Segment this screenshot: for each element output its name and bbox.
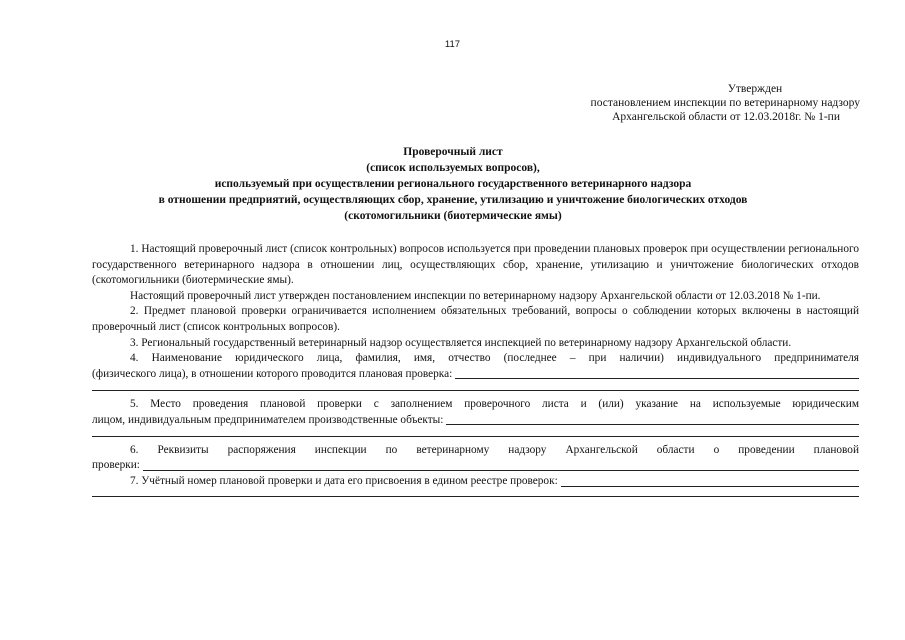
- paragraph-6-line-2: [92, 458, 859, 474]
- paragraph-5-line-2: [92, 413, 859, 429]
- title-line-1: Проверочный лист: [403, 146, 503, 158]
- page-number: 117: [444, 39, 461, 50]
- paragraph-6-line-1: 6. Реквизиты распоряжения инспекции по ветеринарному надзору Архангельской области о проведении плановой: [130, 443, 859, 456]
- paragraph-5-text: лицом, индивидуальным предпринимателем производственные объекты:: [92, 413, 444, 426]
- title-line-3: используемый при осуществлении регионального государственного ветеринарного надзора: [214, 178, 692, 190]
- paragraph-6-text: проверки:: [92, 459, 140, 472]
- paragraph-7-line-1: [92, 474, 859, 490]
- registration-number-field[interactable]: [561, 486, 859, 487]
- approval-block: [520, 82, 860, 124]
- document-title: [92, 144, 814, 224]
- title-line-5: (скотомогильники (биотермические ямы): [344, 210, 562, 222]
- title-line-4: в отношении предприятий, осуществляющих сбор, хранение, утилизацию и уничтожение биологических отходов: [158, 194, 748, 206]
- paragraph-4-line-2: [92, 367, 859, 383]
- paragraph-4-text: (физического лица), в отношении которого проводится плановая проверка:: [92, 367, 453, 380]
- inspection-place-field-continued[interactable]: [92, 436, 859, 437]
- title-line-2: (список используемых вопросов),: [366, 162, 540, 174]
- order-details-field[interactable]: [143, 470, 859, 471]
- inspection-place-field[interactable]: [446, 424, 859, 425]
- approval-line-2: постановлением инспекции по ветеринарному надзору: [590, 97, 860, 109]
- paragraph-4-line-1: 4. Наименование юридического лица, фамилия, имя, отчество (последнее – при наличии) индивидуального предпринимателя: [130, 352, 859, 365]
- paragraph-7-text: 7. Учётный номер плановой проверки и дата его присвоения в едином реестре проверок:: [130, 474, 558, 487]
- legal-entity-name-field[interactable]: [455, 378, 859, 379]
- paragraph-3: 3. Региональный государственный ветеринарный надзор осуществляется инспекцией по ветеринарному надзору Архангельской области.: [130, 336, 792, 349]
- approval-line-1: Утвержден: [727, 83, 783, 95]
- paragraph-1b: Настоящий проверочный лист утвержден постановлением инспекции по ветеринарному надзору Архангельской области от 12.03.2018 № 1-пи.: [130, 289, 821, 302]
- registration-number-field-continued[interactable]: [92, 496, 859, 497]
- paragraph-1: 1. Настоящий проверочный лист (список контрольных) вопросов используется при проведении плановых проверок при осуществлении регионального государственного ветеринарного надзора в отношении лиц, осуществляющих сбор, хранение, утилизацию и уничтожение биологических отходов (скотомогильники (биотермические ямы).: [92, 243, 859, 287]
- document-body: [92, 242, 859, 497]
- paragraph-5-line-1: 5. Место проведения плановой проверки с заполнением проверочного листа и (или) указание на используемые юридическим: [130, 397, 859, 410]
- legal-entity-name-field-continued[interactable]: [92, 390, 859, 391]
- paragraph-2: 2. Предмет плановой проверки ограничивается исполнением обязательных требований, вопросы о соблюдении которых включены в настоящий проверочный лист (список контрольных вопросов).: [92, 305, 859, 333]
- approval-line-3: Архангельской области от 12.03.2018г. № 1-пи: [612, 111, 840, 123]
